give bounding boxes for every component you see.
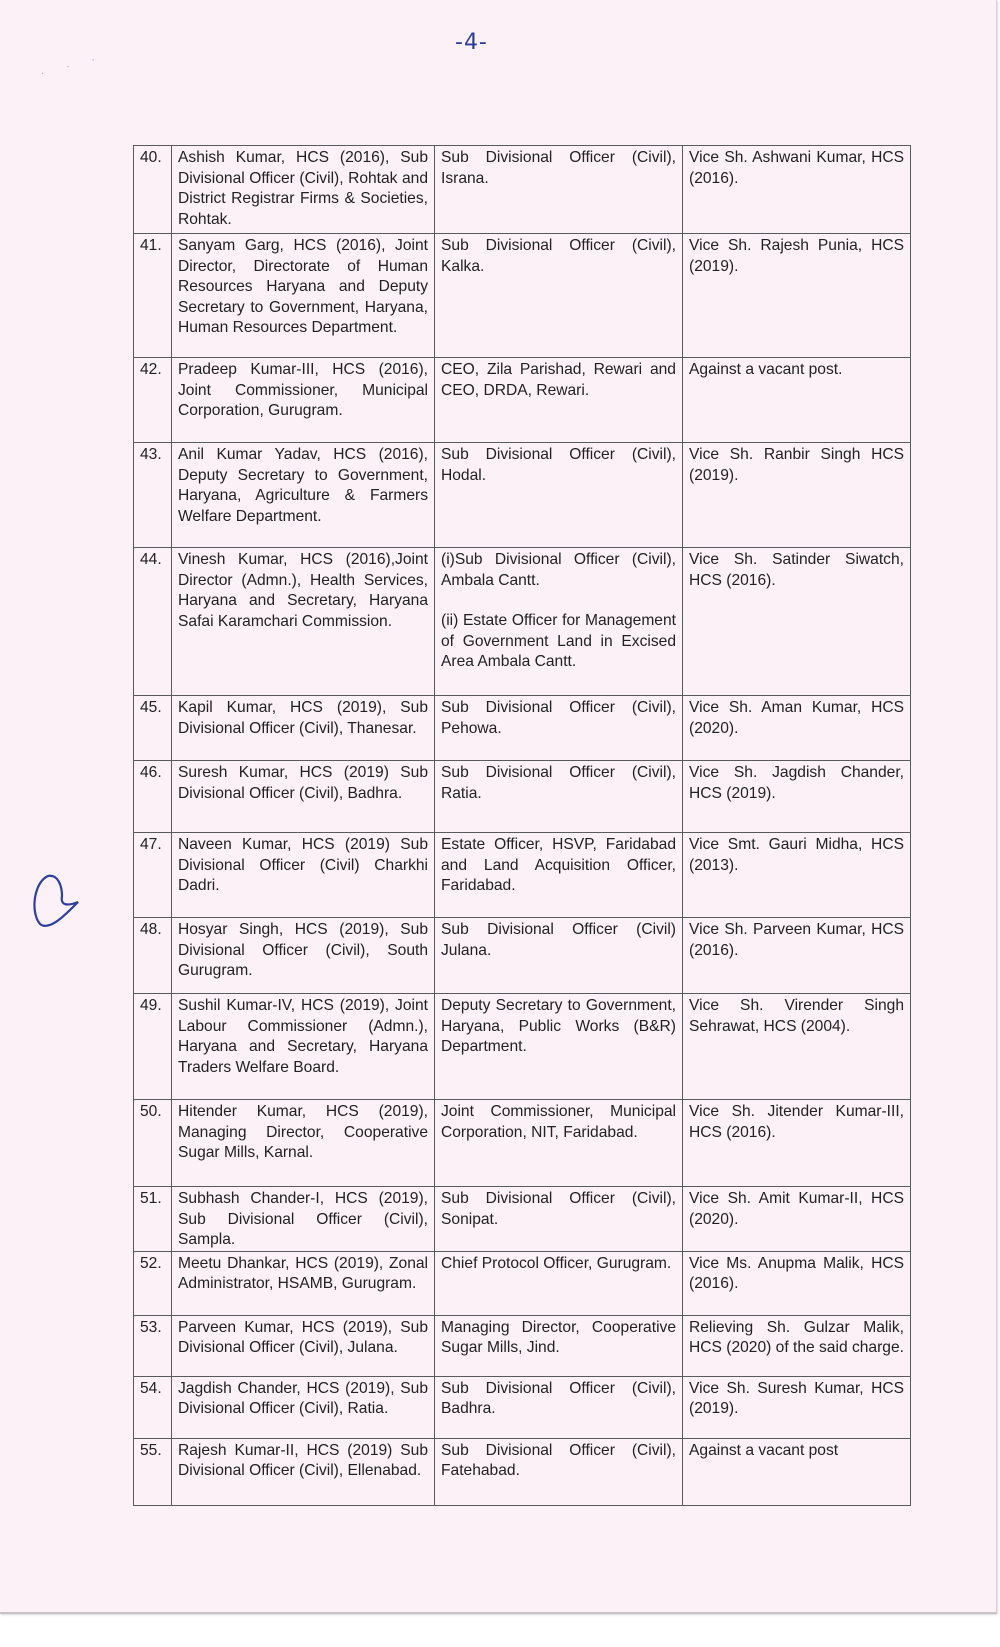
remarks-cell: Vice Sh. Suresh Kumar, HCS (2019).	[683, 1376, 911, 1438]
serial-number: 48.	[134, 918, 172, 994]
officer-cell: Vinesh Kumar, HCS (2016),Joint Director (Admn.), Health Services, Haryana and Secretary, Haryana Safai Karamchari Commission.	[172, 548, 435, 696]
posted-as-cell	[435, 548, 683, 696]
paragraph-gap	[441, 591, 676, 611]
posted-as-cell: Sub Divisional Officer (Civil), Pehowa.	[435, 696, 683, 761]
posted-as-item-2: (ii) Estate Officer for Management of Government Land in Excised Area Ambala Cantt.	[441, 612, 676, 670]
posted-as-item-1: (i)Sub Divisional Officer (Civil), Ambala Cantt.	[441, 551, 676, 589]
table-row	[134, 1376, 911, 1438]
serial-number: 53.	[134, 1315, 172, 1376]
table-row	[134, 1315, 911, 1376]
remarks-cell: Relieving Sh. Gulzar Malik, HCS (2020) of the said charge.	[683, 1315, 911, 1376]
posted-as-cell: Managing Director, Cooperative Sugar Mills, Jind.	[435, 1315, 683, 1376]
serial-number: 40.	[134, 146, 172, 234]
officer-cell: Anil Kumar Yadav, HCS (2016), Deputy Secretary to Government, Haryana, Agriculture & Farmers Welfare Department.	[172, 443, 435, 548]
serial-number: 42.	[134, 358, 172, 443]
posted-as-cell: Chief Protocol Officer, Gurugram.	[435, 1251, 683, 1315]
remarks-cell: Vice Smt. Gauri Midha, HCS (2013).	[683, 833, 911, 918]
remarks-cell: Vice Sh. Amit Kumar-II, HCS (2020).	[683, 1187, 911, 1252]
table-row	[134, 696, 911, 761]
officer-cell: Hosyar Singh, HCS (2019), Sub Divisional Officer (Civil), South Gurugram.	[172, 918, 435, 994]
posted-as-cell: Sub Divisional Officer (Civil), Hodal.	[435, 443, 683, 548]
remarks-cell: Vice Sh. Satinder Siwatch, HCS (2016).	[683, 548, 911, 696]
serial-number: 55.	[134, 1438, 172, 1505]
officer-cell: Ashish Kumar, HCS (2016), Sub Divisional Officer (Civil), Rohtak and District Registrar Firms & Societies, Rohtak.	[172, 146, 435, 234]
table-row	[134, 761, 911, 833]
officer-cell: Pradeep Kumar-III, HCS (2016), Joint Commissioner, Municipal Corporation, Gurugram.	[172, 358, 435, 443]
table-row	[134, 1438, 911, 1505]
table-row	[134, 146, 911, 234]
serial-number: 49.	[134, 994, 172, 1100]
handwritten-page-number: -4-	[455, 30, 488, 55]
posted-as-cell: Deputy Secretary to Government, Haryana, Public Works (B&R) Department.	[435, 994, 683, 1100]
posted-as-cell: CEO, Zila Parishad, Rewari and CEO, DRDA, Rewari.	[435, 358, 683, 443]
table-row	[134, 1251, 911, 1315]
serial-number: 50.	[134, 1100, 172, 1187]
transfer-orders-table	[133, 145, 911, 1506]
posted-as-cell: Estate Officer, HSVP, Faridabad and Land Acquisition Officer, Faridabad.	[435, 833, 683, 918]
officer-cell: Meetu Dhankar, HCS (2019), Zonal Administrator, HSAMB, Gurugram.	[172, 1251, 435, 1315]
remarks-cell: Vice Sh. Jitender Kumar-III, HCS (2016).	[683, 1100, 911, 1187]
remarks-cell: Vice Ms. Anupma Malik, HCS (2016).	[683, 1251, 911, 1315]
officer-cell: Sushil Kumar-IV, HCS (2019), Joint Labour Commissioner (Admn.), Haryana and Secretary, Haryana Traders Welfare Board.	[172, 994, 435, 1100]
table-row	[134, 833, 911, 918]
remarks-cell: Vice Sh. Parveen Kumar, HCS (2016).	[683, 918, 911, 994]
posted-as-cell: Sub Divisional Officer (Civil), Fatehabad.	[435, 1438, 683, 1505]
serial-number: 54.	[134, 1376, 172, 1438]
serial-number: 44.	[134, 548, 172, 696]
serial-number: 46.	[134, 761, 172, 833]
posted-as-cell: Sub Divisional Officer (Civil), Sonipat.	[435, 1187, 683, 1252]
serial-number: 45.	[134, 696, 172, 761]
table-row	[134, 443, 911, 548]
serial-number: 41.	[134, 234, 172, 358]
remarks-cell: Vice Sh. Jagdish Chander, HCS (2019).	[683, 761, 911, 833]
officer-cell: Jagdish Chander, HCS (2019), Sub Divisional Officer (Civil), Ratia.	[172, 1376, 435, 1438]
table-row	[134, 994, 911, 1100]
table-row	[134, 358, 911, 443]
posted-as-cell: Sub Divisional Officer (Civil), Kalka.	[435, 234, 683, 358]
scan-specks: · · ·	[39, 51, 106, 80]
officer-cell: Rajesh Kumar-II, HCS (2019) Sub Divisional Officer (Civil), Ellenabad.	[172, 1438, 435, 1505]
serial-number: 47.	[134, 833, 172, 918]
remarks-cell: Against a vacant post	[683, 1438, 911, 1505]
officer-cell: Kapil Kumar, HCS (2019), Sub Divisional Officer (Civil), Thanesar.	[172, 696, 435, 761]
remarks-cell: Vice Sh. Rajesh Punia, HCS (2019).	[683, 234, 911, 358]
serial-number: 51.	[134, 1187, 172, 1252]
serial-number: 43.	[134, 443, 172, 548]
table-row	[134, 918, 911, 994]
officer-cell: Naveen Kumar, HCS (2019) Sub Divisional Officer (Civil) Charkhi Dadri.	[172, 833, 435, 918]
officer-cell: Parveen Kumar, HCS (2019), Sub Divisional Officer (Civil), Julana.	[172, 1315, 435, 1376]
table-row	[134, 234, 911, 358]
remarks-cell: Vice Sh. Virender Singh Sehrawat, HCS (2004).	[683, 994, 911, 1100]
table-row	[134, 548, 911, 696]
posted-as-cell: Sub Divisional Officer (Civil), Israna.	[435, 146, 683, 234]
officer-cell: Hitender Kumar, HCS (2019), Managing Director, Cooperative Sugar Mills, Karnal.	[172, 1100, 435, 1187]
officer-cell: Suresh Kumar, HCS (2019) Sub Divisional Officer (Civil), Badhra.	[172, 761, 435, 833]
posted-as-cell: Joint Commissioner, Municipal Corporation, NIT, Faridabad.	[435, 1100, 683, 1187]
posted-as-cell: Sub Divisional Officer (Civil), Badhra.	[435, 1376, 683, 1438]
serial-number: 52.	[134, 1251, 172, 1315]
remarks-cell: Vice Sh. Ashwani Kumar, HCS (2016).	[683, 146, 911, 234]
remarks-cell: Vice Sh. Ranbir Singh HCS (2019).	[683, 443, 911, 548]
table-row	[134, 1187, 911, 1252]
officer-cell: Subhash Chander-I, HCS (2019), Sub Divisional Officer (Civil), Sampla.	[172, 1187, 435, 1252]
officer-cell: Sanyam Garg, HCS (2016), Joint Director, Directorate of Human Resources Haryana and Deputy Secretary to Government, Haryana, Human Resources Department.	[172, 234, 435, 358]
remarks-cell: Vice Sh. Aman Kumar, HCS (2020).	[683, 696, 911, 761]
posted-as-cell: Sub Divisional Officer (Civil), Ratia.	[435, 761, 683, 833]
remarks-cell: Against a vacant post.	[683, 358, 911, 443]
posted-as-cell: Sub Divisional Officer (Civil) Julana.	[435, 918, 683, 994]
table-row	[134, 1100, 911, 1187]
handwritten-initial-icon	[28, 872, 84, 932]
